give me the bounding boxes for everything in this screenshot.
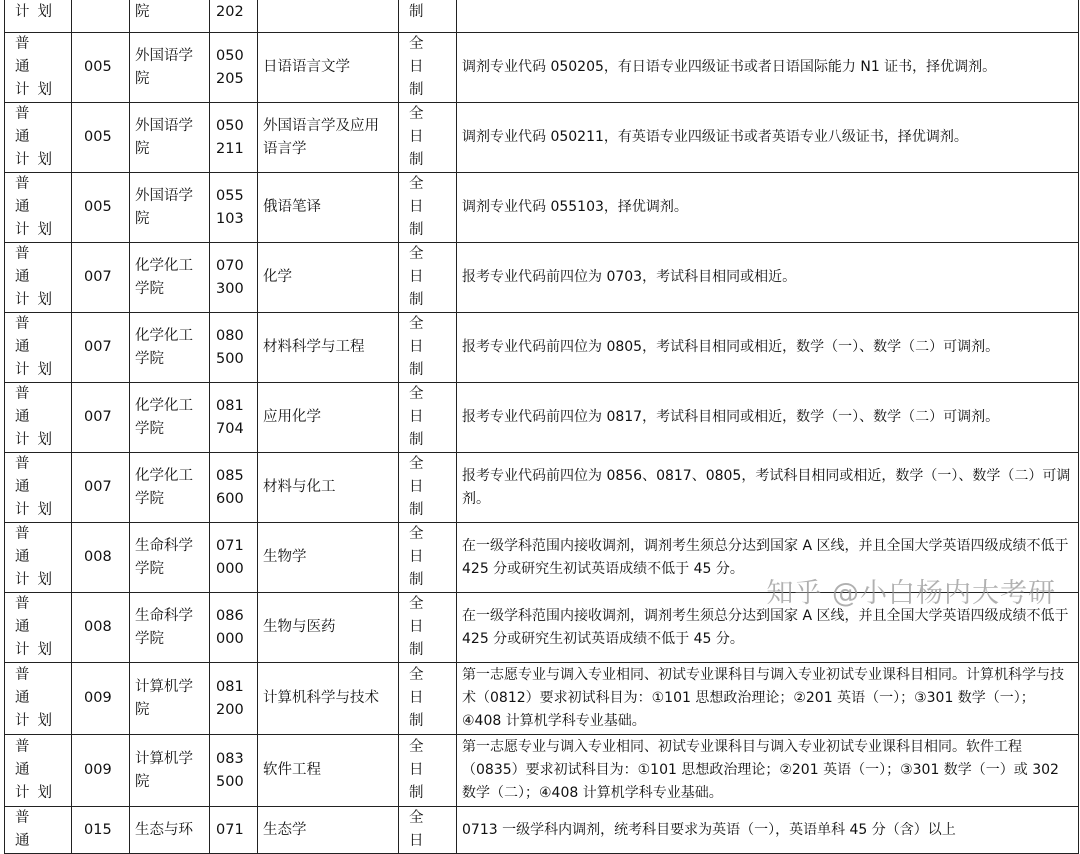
school-cell: 院 <box>130 0 210 33</box>
remark-cell: 第一志愿专业与调入专业相同、初试专业课科目与调入专业初试专业课科目相同。计算机科学与技术（0812）要求初试科目为：①101 思想政治理论；②201 英语（一）；③301 数学（一）；④408 计算机学科专业基础。 <box>457 663 1079 735</box>
school-cell: 外国语学院 <box>130 173 210 243</box>
table-row <box>5 243 1079 313</box>
remark-cell <box>457 0 1079 33</box>
school-cell: 生态与环 <box>130 807 210 854</box>
unit-code-cell: 015 <box>72 807 130 854</box>
plan-cell: 普 通 计划 <box>5 453 72 523</box>
table-row <box>5 313 1079 383</box>
remark-cell: 报考专业代码前四位为 0817，考试科目相同或相近，数学（一）、数学（二）可调剂。 <box>457 383 1079 453</box>
plan-cell: 普 通 计划 <box>5 313 72 383</box>
table-body <box>5 0 1079 854</box>
major-name-cell: 材料与化工 <box>258 453 399 523</box>
unit-code-cell <box>72 0 130 33</box>
major-code-cell: 080500 <box>210 313 258 383</box>
major-code-cell: 050211 <box>210 103 258 173</box>
remark-cell: 调剂专业代码 050211，有英语专业四级证书或者英语专业八级证书，择优调剂。 <box>457 103 1079 173</box>
plan-cell: 普 通 计划 <box>5 173 72 243</box>
major-code-cell: 055103 <box>210 173 258 243</box>
study-mode-cell: 全 日 制 <box>399 663 457 735</box>
table-row <box>5 663 1079 735</box>
school-cell: 计算机学院 <box>130 663 210 735</box>
table-row <box>5 807 1079 854</box>
school-cell: 化学化工学院 <box>130 453 210 523</box>
plan-cell: 普 通 计划 <box>5 243 72 313</box>
unit-code-cell: 008 <box>72 593 130 663</box>
major-code-cell: 083500 <box>210 735 258 807</box>
plan-cell: 普 通 <box>5 807 72 854</box>
table-row <box>5 103 1079 173</box>
study-mode-cell: 全 日 制 <box>399 593 457 663</box>
major-name-cell: 材料科学与工程 <box>258 313 399 383</box>
unit-code-cell: 008 <box>72 523 130 593</box>
study-mode-cell: 全 日 制 <box>399 173 457 243</box>
unit-code-cell: 007 <box>72 243 130 313</box>
study-mode-cell: 制 <box>399 0 457 33</box>
school-cell: 计算机学院 <box>130 735 210 807</box>
study-mode-cell: 全 日 制 <box>399 33 457 103</box>
remark-cell: 报考专业代码前四位为 0856、0817、0805，考试科目相同或相近，数学（一）、数学（二）可调剂。 <box>457 453 1079 523</box>
school-cell: 化学化工学院 <box>130 243 210 313</box>
school-cell: 生命科学学院 <box>130 593 210 663</box>
remark-cell: 在一级学科范围内接收调剂，调剂考生须总分达到国家 A 区线，并且全国大学英语四级成绩不低于 425 分或研究生初试英语成绩不低于 45 分。 <box>457 593 1079 663</box>
study-mode-cell: 全 日 制 <box>399 103 457 173</box>
school-cell: 外国语学院 <box>130 33 210 103</box>
major-code-cell: 081200 <box>210 663 258 735</box>
major-name-cell: 计算机科学与技术 <box>258 663 399 735</box>
major-name-cell: 化学 <box>258 243 399 313</box>
plan-cell: 普 通 计划 <box>5 103 72 173</box>
major-name-cell: 生物学 <box>258 523 399 593</box>
study-mode-cell: 全 日 制 <box>399 313 457 383</box>
major-name-cell: 生态学 <box>258 807 399 854</box>
major-code-cell: 081704 <box>210 383 258 453</box>
unit-code-cell: 005 <box>72 173 130 243</box>
unit-code-cell: 007 <box>72 453 130 523</box>
major-code-cell: 070300 <box>210 243 258 313</box>
study-mode-cell: 全 日 制 <box>399 735 457 807</box>
school-cell: 化学化工学院 <box>130 383 210 453</box>
major-code-cell: 071 <box>210 807 258 854</box>
plan-cell: 普 通 计划 <box>5 33 72 103</box>
remark-cell: 0713 一级学科内调剂，统考科目要求为英语（一），英语单科 45 分（含）以上 <box>457 807 1079 854</box>
remark-cell: 调剂专业代码 055103，择优调剂。 <box>457 173 1079 243</box>
table-row <box>5 0 1079 33</box>
plan-cell: 计划 <box>5 0 72 33</box>
table-row <box>5 383 1079 453</box>
major-name-cell <box>258 0 399 33</box>
remark-cell: 第一志愿专业与调入专业相同、初试专业课科目与调入专业初试专业课科目相同。软件工程（0835）要求初试科目为：①101 思想政治理论；②201 英语（一）；③301 数学（一）或 302 数学（二）；④408 计算机学科专业基础。 <box>457 735 1079 807</box>
unit-code-cell: 005 <box>72 33 130 103</box>
remark-cell: 报考专业代码前四位为 0703，考试科目相同或相近。 <box>457 243 1079 313</box>
study-mode-cell: 全 日 <box>399 807 457 854</box>
major-name-cell: 生物与医药 <box>258 593 399 663</box>
table-row <box>5 735 1079 807</box>
remark-cell: 调剂专业代码 050205，有日语专业四级证书或者日语国际能力 N1 证书，择优调剂。 <box>457 33 1079 103</box>
unit-code-cell: 007 <box>72 313 130 383</box>
study-mode-cell: 全 日 制 <box>399 243 457 313</box>
plan-cell: 普 通 计划 <box>5 523 72 593</box>
major-code-cell: 085600 <box>210 453 258 523</box>
study-mode-cell: 全 日 制 <box>399 383 457 453</box>
study-mode-cell: 全 日 制 <box>399 523 457 593</box>
unit-code-cell: 007 <box>72 383 130 453</box>
study-mode-cell: 全 日 制 <box>399 453 457 523</box>
major-name-cell: 外国语言学及应用语言学 <box>258 103 399 173</box>
school-cell: 生命科学学院 <box>130 523 210 593</box>
plan-cell: 普 通 计划 <box>5 735 72 807</box>
table-row <box>5 173 1079 243</box>
table-row <box>5 453 1079 523</box>
school-cell: 化学化工学院 <box>130 313 210 383</box>
major-name-cell: 俄语笔译 <box>258 173 399 243</box>
major-code-cell: 202 <box>210 0 258 33</box>
plan-cell: 普 通 计划 <box>5 383 72 453</box>
major-code-cell: 050205 <box>210 33 258 103</box>
table-row <box>5 33 1079 103</box>
school-cell: 外国语学院 <box>130 103 210 173</box>
unit-code-cell: 009 <box>72 735 130 807</box>
major-name-cell: 应用化学 <box>258 383 399 453</box>
remark-cell: 在一级学科范围内接收调剂，调剂考生须总分达到国家 A 区线，并且全国大学英语四级成绩不低于 425 分或研究生初试英语成绩不低于 45 分。 <box>457 523 1079 593</box>
major-name-cell: 日语语言文学 <box>258 33 399 103</box>
remark-cell: 报考专业代码前四位为 0805，考试科目相同或相近，数学（一）、数学（二）可调剂。 <box>457 313 1079 383</box>
unit-code-cell: 005 <box>72 103 130 173</box>
watermark: 知乎 @小白杨内大考研 <box>766 578 1056 609</box>
major-code-cell: 071000 <box>210 523 258 593</box>
plan-cell: 普 通 计划 <box>5 663 72 735</box>
unit-code-cell: 009 <box>72 663 130 735</box>
major-name-cell: 软件工程 <box>258 735 399 807</box>
major-code-cell: 086000 <box>210 593 258 663</box>
adjustment-table <box>4 0 1079 854</box>
plan-cell: 普 通 计划 <box>5 593 72 663</box>
